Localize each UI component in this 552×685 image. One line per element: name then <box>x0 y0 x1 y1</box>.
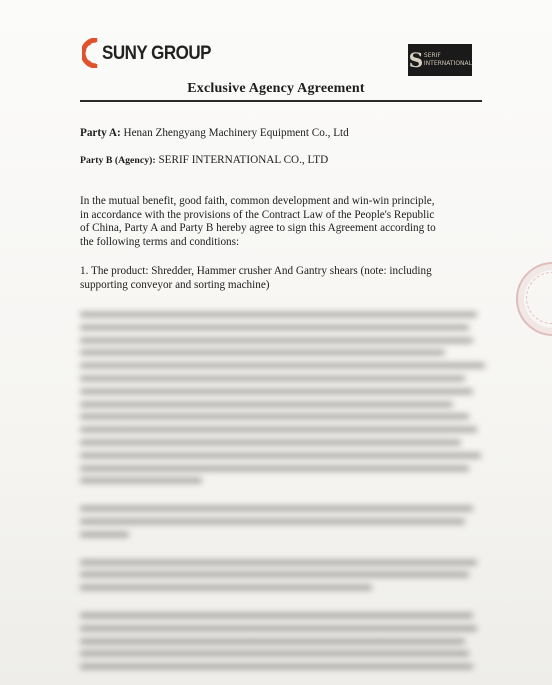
letterhead <box>80 34 480 78</box>
intro-line: in accordance with the provisions of the Contract Law of the People's Republic <box>80 208 435 221</box>
title-underline <box>80 100 482 102</box>
company-seal-stamp <box>516 262 552 336</box>
document-title: Exclusive Agency Agreement <box>187 81 365 96</box>
suny-group-logo <box>82 38 211 68</box>
gear-icon <box>82 38 98 68</box>
intro-line: the following terms and conditions: <box>80 235 240 248</box>
clause-1 <box>80 265 485 292</box>
serif-logo-word: SERIF <box>423 52 441 59</box>
serif-international-logo <box>408 44 472 76</box>
logo-wordmark: SUNY GROUP <box>102 41 211 64</box>
intro-line: of China, Party A and Party B hereby agree to sign this Agreement according to <box>80 222 436 234</box>
seal-inner-ring <box>526 272 552 324</box>
blurred-remaining-text <box>80 312 485 685</box>
clause-1-line: 1. The product: Shredder, Hammer crusher And Gantry shears (note: including <box>80 265 432 277</box>
party-b-label: Party B (Agency): <box>80 155 156 166</box>
serif-logo-word: INTERNATIONAL <box>423 60 472 67</box>
serif-logo-words <box>424 52 472 68</box>
serif-logo-mark: S <box>408 48 424 72</box>
party-b-name: SERIF INTERNATIONAL CO., LTD <box>158 154 329 166</box>
party-a-label: Party A: <box>80 127 121 139</box>
clause-1-line: supporting conveyor and sorting machine) <box>80 278 270 291</box>
party-b-line <box>80 154 328 166</box>
party-a-line <box>80 127 349 139</box>
intro-paragraph <box>80 195 485 249</box>
party-a-name: Henan Zhengyang Machinery Equipment Co., Ltd <box>123 127 349 139</box>
intro-line: In the mutual benefit, good faith, common development and win-win principle, <box>80 195 435 207</box>
